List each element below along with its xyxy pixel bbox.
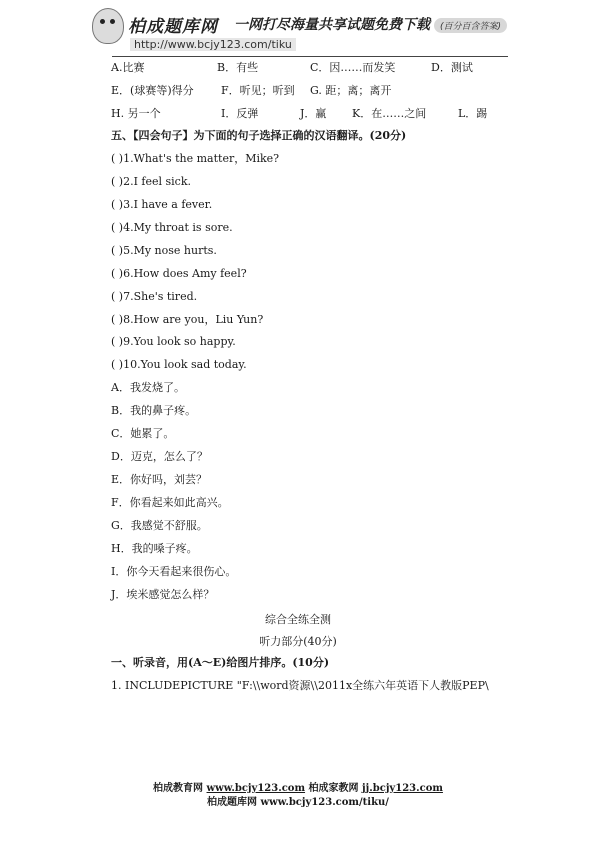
test-title: 综合全练全测 [265, 613, 331, 626]
answer-badge: (百分百含答案) [434, 18, 507, 33]
answer-option-i: I．你今天看起来很伤心。 [111, 565, 237, 578]
answer-option-j: J．埃米感觉怎么样？ [111, 588, 215, 601]
site-header [88, 6, 508, 56]
question-9: ( )9.You look so happy. [111, 335, 236, 348]
answer-option-g: G．我感觉不舒服。 [111, 519, 208, 532]
footer-line-1 [0, 779, 596, 794]
question-10: ( )10.You look sad today. [111, 358, 247, 371]
option-d: D．测试 [431, 61, 473, 74]
answer-option-e: E．你好吗，刘芸？ [111, 473, 208, 486]
mascot-logo-icon [92, 8, 124, 44]
question-7: ( )7.She's tired. [111, 290, 198, 303]
answer-option-h: H．我的嗓子疼。 [111, 542, 198, 555]
listening-part-1-title: 一、听录音，用(A～E)给图片排序。(10分) [111, 656, 330, 669]
answer-option-b: B．我的鼻子疼。 [111, 404, 197, 417]
section-5-title: 五、【四会句子】为下面的句子选择正确的汉语翻译。(20分) [111, 129, 407, 142]
option-l: L．踢 [458, 107, 488, 120]
question-1: ( )1.What's the matter，Mike? [111, 152, 280, 165]
option-a: A.比赛 [111, 61, 145, 74]
answer-option-f: F．你看起来如此高兴。 [111, 496, 229, 509]
header-divider [112, 56, 508, 57]
question-5: ( )5.My nose hurts. [111, 244, 217, 257]
question-4: ( )4.My throat is sore. [111, 221, 233, 234]
option-i: I．反弹 [221, 107, 259, 120]
option-e: E．(球赛等)得分 [111, 84, 194, 97]
question-8: ( )8.How are you，Liu Yun? [111, 313, 264, 326]
answer-option-a: A．我发烧了。 [111, 381, 185, 394]
option-h: H. 另一个 [111, 107, 161, 120]
footer-site-2: 柏成家教网 [308, 783, 359, 794]
option-g: G. 距；离；离开 [310, 84, 392, 97]
listening-subtitle: 听力部分(40分) [259, 635, 337, 648]
question-3: ( )3.I have a fever. [111, 198, 213, 211]
include-picture-field: 1. INCLUDEPICTURE "F:\\word资源\\2011x全练六年英语下人教版PEP\ [111, 679, 489, 692]
question-6: ( )6.How does Amy feel? [111, 267, 247, 280]
option-k: K．在……之间 [352, 107, 427, 120]
option-j: J．赢 [300, 107, 327, 120]
question-2: ( )2.I feel sick. [111, 175, 192, 188]
answer-option-d: D．迈克，怎么了？ [111, 450, 208, 463]
option-b: B．有些 [217, 61, 259, 74]
footer-link-1[interactable]: www.bcjy123.com [206, 783, 306, 794]
header-url[interactable]: http://www.bcjy123.com/tiku [130, 38, 296, 51]
site-name: 柏成题库网 [128, 17, 218, 37]
footer-site-1: 柏成教育网 [153, 783, 204, 794]
answer-option-c: C．她累了。 [111, 427, 175, 440]
site-slogan: 一网打尽海量共享试题免费下载 [234, 17, 430, 33]
option-c: C．因……而发笑 [310, 61, 396, 74]
footer-line-2: 柏成题库网 www.bcjy123.com/tiku/ [207, 797, 389, 808]
option-f: F．听见；听到 [221, 84, 295, 97]
footer-link-2[interactable]: jj.bcjy123.com [362, 783, 443, 794]
